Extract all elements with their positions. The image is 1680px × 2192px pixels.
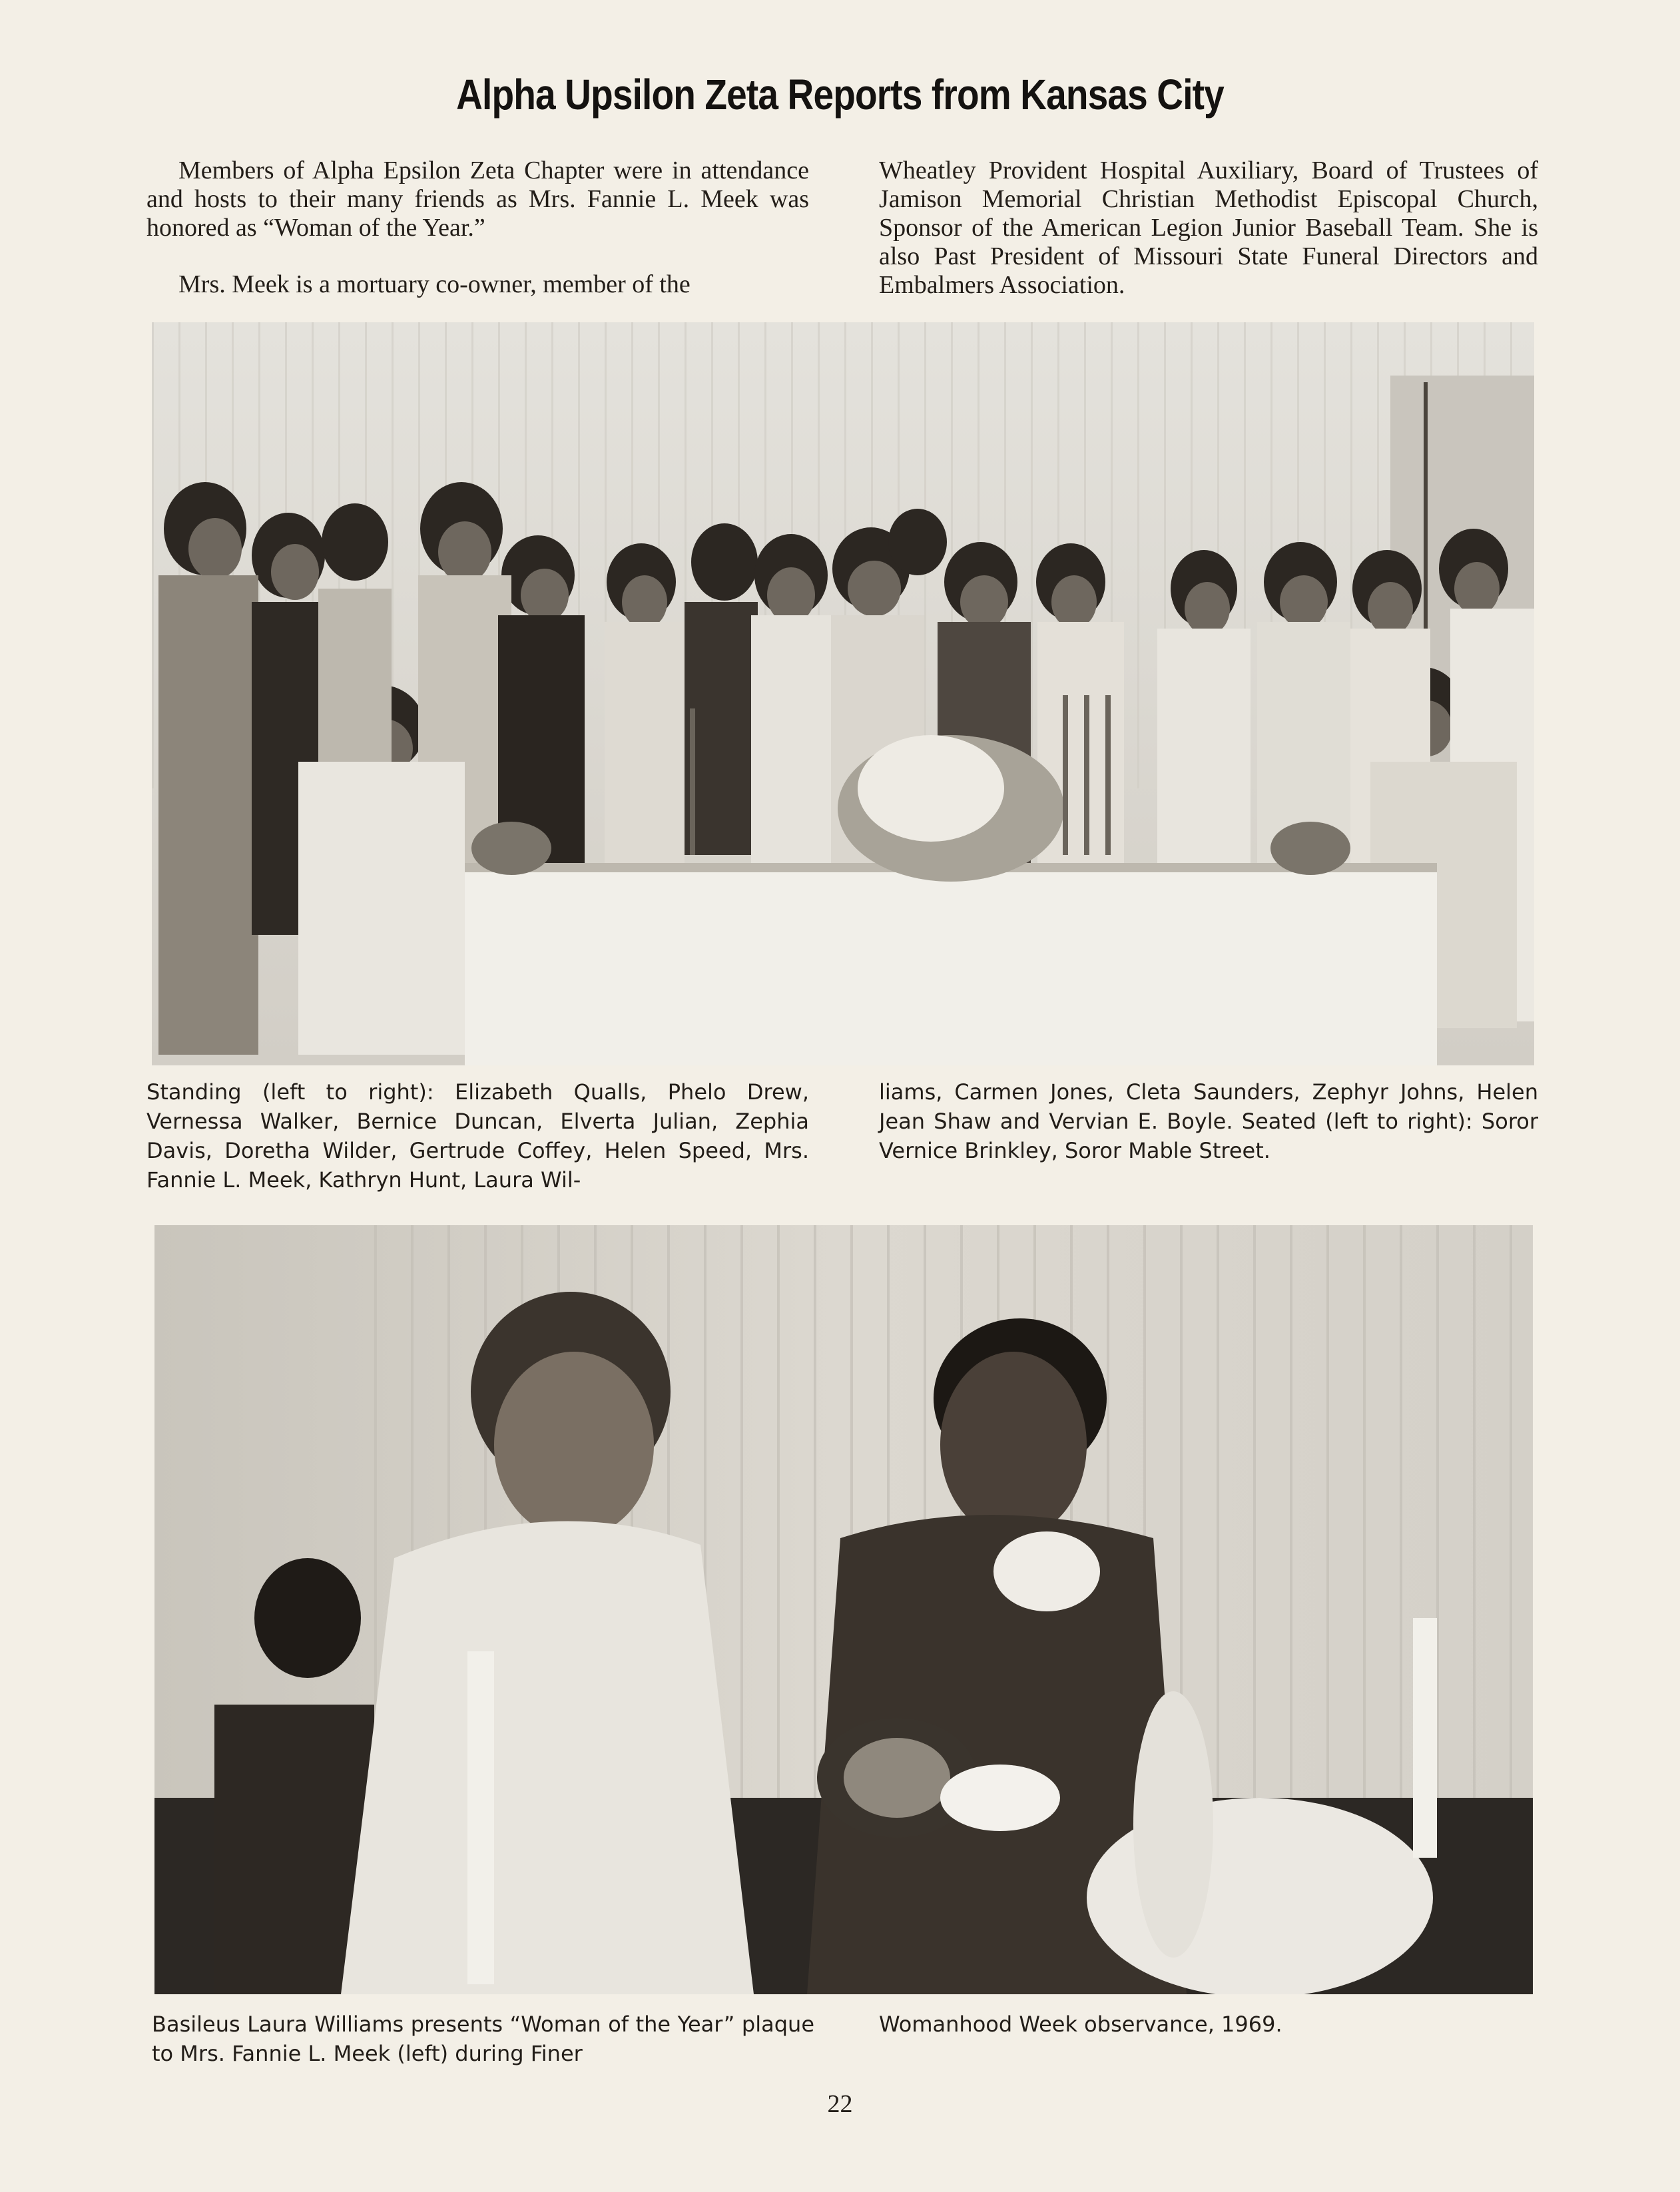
plaque-presentation-image: [154, 1225, 1533, 1994]
intro-paragraph: Members of Alpha Epsilon Zeta Chapter were in attendance and hosts to their many friends as Mrs. Fannie L. Meek was honored as “Woman of the Year.”: [146, 156, 809, 242]
intro-paragraph: Wheatley Provident Hospital Auxiliary, Board of Trustees of Jamison Memorial Christian Methodist Episcopal Church, Sponsor of the American Legion Junior Baseball Team. She is also Past President of Missouri State Funeral Directors and Embalmers Association.: [879, 156, 1538, 299]
intro-paragraph: Mrs. Meek is a mortuary co-owner, member of the: [178, 270, 691, 298]
photo-caption-continued: liams, Carmen Jones, Cleta Saunders, Zephyr Johns, Helen Jean Shaw and Vervian E. Boyle. Seated (left to right): Soror Vernice Brinkley, Soror Mable Street.: [879, 1079, 1538, 1163]
article-title: Alpha Upsilon Zeta Reports from Kansas City: [456, 71, 1224, 119]
plaque-presentation-photo: [154, 1225, 1533, 1994]
photo-caption: Standing (left to right): Elizabeth Qualls, Phelo Drew, Vernessa Walker, Bernice Duncan, Elverta Julian, Zephia Davis, Doretha Wilder, Gertrude Coffey, Helen Speed, Mrs. Fannie L. Meek, Kathryn Hunt, Laura Wil-: [146, 1079, 809, 1193]
group-photo: [152, 322, 1534, 1065]
intro-column-right: [879, 156, 1538, 300]
page-number: 22: [827, 2090, 853, 2118]
photo-caption: Basileus Laura Williams presents “Woman of the Year” plaque to Mrs. Fannie L. Meek (left) during Finer: [152, 2012, 814, 2066]
group-photo-image: [152, 322, 1534, 1065]
intro-column-left: [146, 156, 809, 299]
photo-caption-continued: Womanhood Week observance, 1969.: [879, 2012, 1282, 2037]
